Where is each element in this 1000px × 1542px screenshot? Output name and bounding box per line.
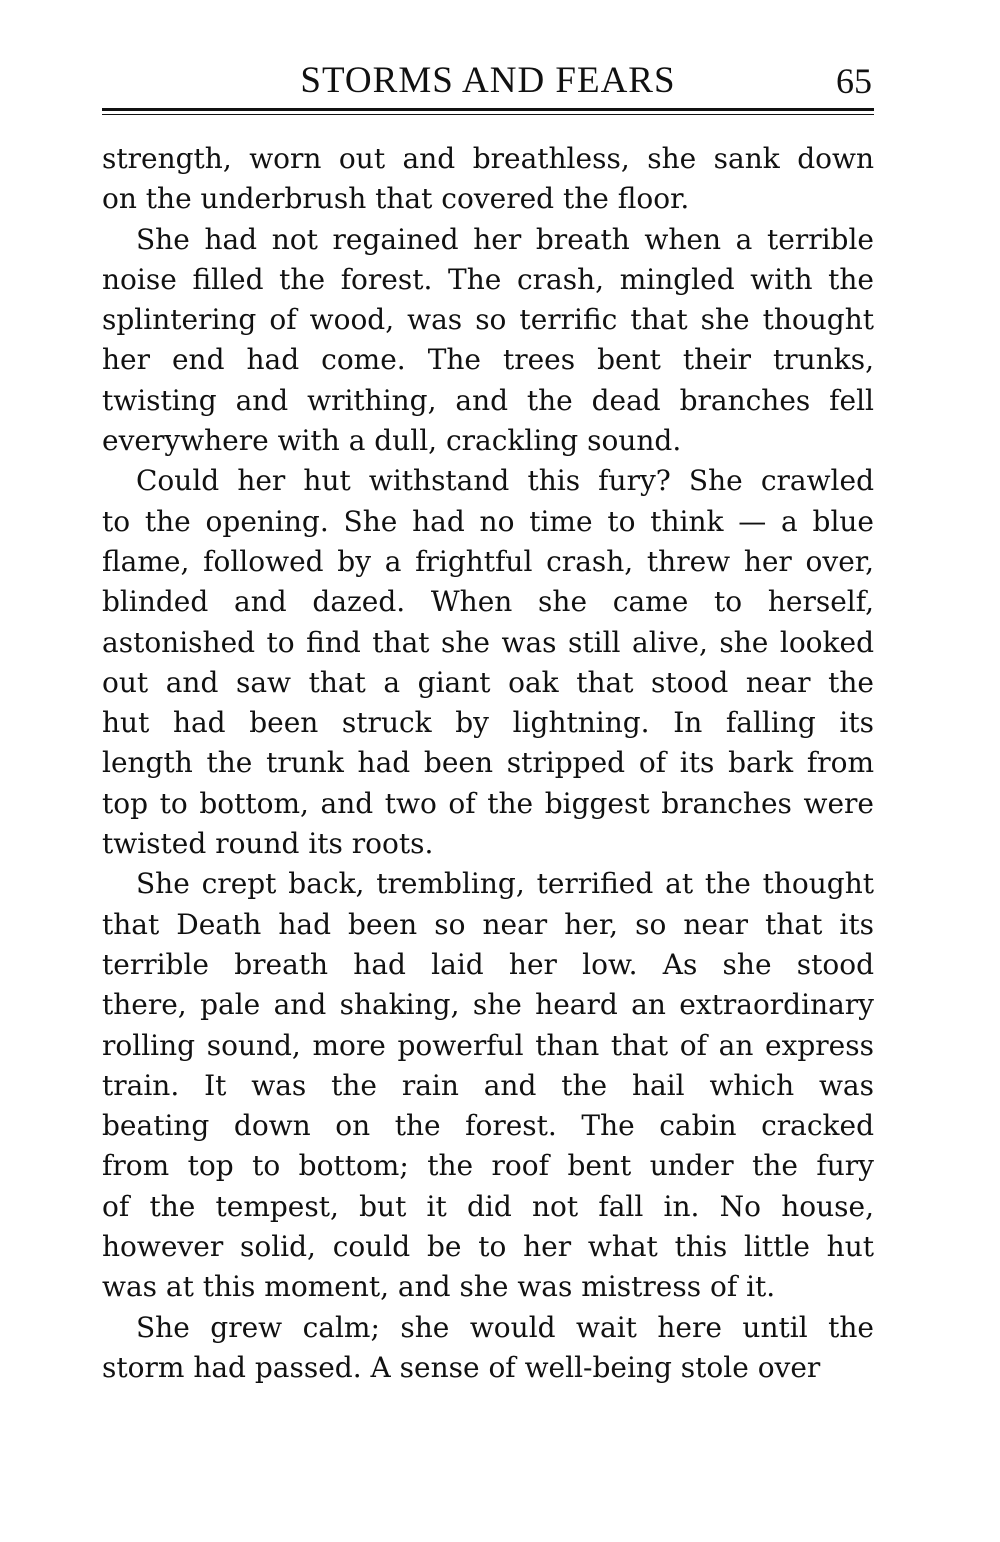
text-line: train. It was the rain and the hail which was [102,1068,874,1102]
text-line: however solid, could be to her what this little hut [102,1230,874,1264]
text-line: storm had passed. A sense of well-being stole over [102,1350,821,1384]
paragraph [102,864,874,1307]
text-line: blinded and dazed. When she came to herself, [102,585,874,619]
body-text [102,139,874,1388]
text-line: beating down on the forest. The cabin cracked [102,1109,874,1143]
text-line: of the tempest, but it did not fall in. No house, [102,1189,874,1223]
text-line: astonished to find that she was still alive, she looked [102,625,874,659]
text-line: noise filled the forest. The crash, mingled with the [102,262,874,296]
text-line: twisted round its roots. [102,827,434,861]
text-line: twisting and writhing, and the dead branches fell [102,383,874,417]
paragraph [102,220,874,462]
text-line: rolling sound, more powerful than that of an express [102,1028,874,1062]
text-line: to the opening. She had no time to think — a blue [102,504,874,538]
text-line: strength, worn out and breathless, she sank down [102,142,874,175]
book-page [102,58,874,1388]
text-line: flame, followed by a frightful crash, threw her over, [102,544,874,578]
paragraph [102,139,874,220]
text-line: her end had come. The trees bent their trunks, [102,343,874,377]
text-line: there, pale and shaking, she heard an extraordinary [102,988,874,1022]
chapter-title: STORMS AND FEARS [300,60,676,101]
text-line: She crept back, trembling, terrified at the thought [136,867,874,901]
text-line: Could her hut withstand this fury? She crawled [136,464,874,498]
text-line: hut had been struck by lightning. In falling its [102,706,874,740]
text-line: top to bottom, and two of the biggest branches were [102,786,874,820]
text-line: that Death had been so near her, so near that its [102,907,874,941]
text-line: out and saw that a giant oak that stood near the [102,665,874,699]
running-head [102,58,874,108]
page-number: 65 [836,61,872,101]
paragraph [102,461,874,864]
text-line: splintering of wood, was so terrific that she thought [102,303,874,337]
paragraph [102,1308,874,1389]
text-line: everywhere with a dull, crackling sound. [102,424,682,458]
header-rule-thin [102,114,874,115]
text-line: from top to bottom; the roof bent under the fury [102,1149,874,1183]
text-line: on the underbrush that covered the floor. [102,182,690,216]
text-line: terrible breath had laid her low. As she stood [102,947,874,981]
text-line: She had not regained her breath when a terrible [136,222,874,256]
text-line: She grew calm; she would wait here until the [136,1310,874,1344]
text-line: was at this moment, and she was mistress of it. [102,1270,776,1304]
header-rule [102,108,874,111]
text-line: length the trunk had been stripped of its bark from [102,746,874,780]
